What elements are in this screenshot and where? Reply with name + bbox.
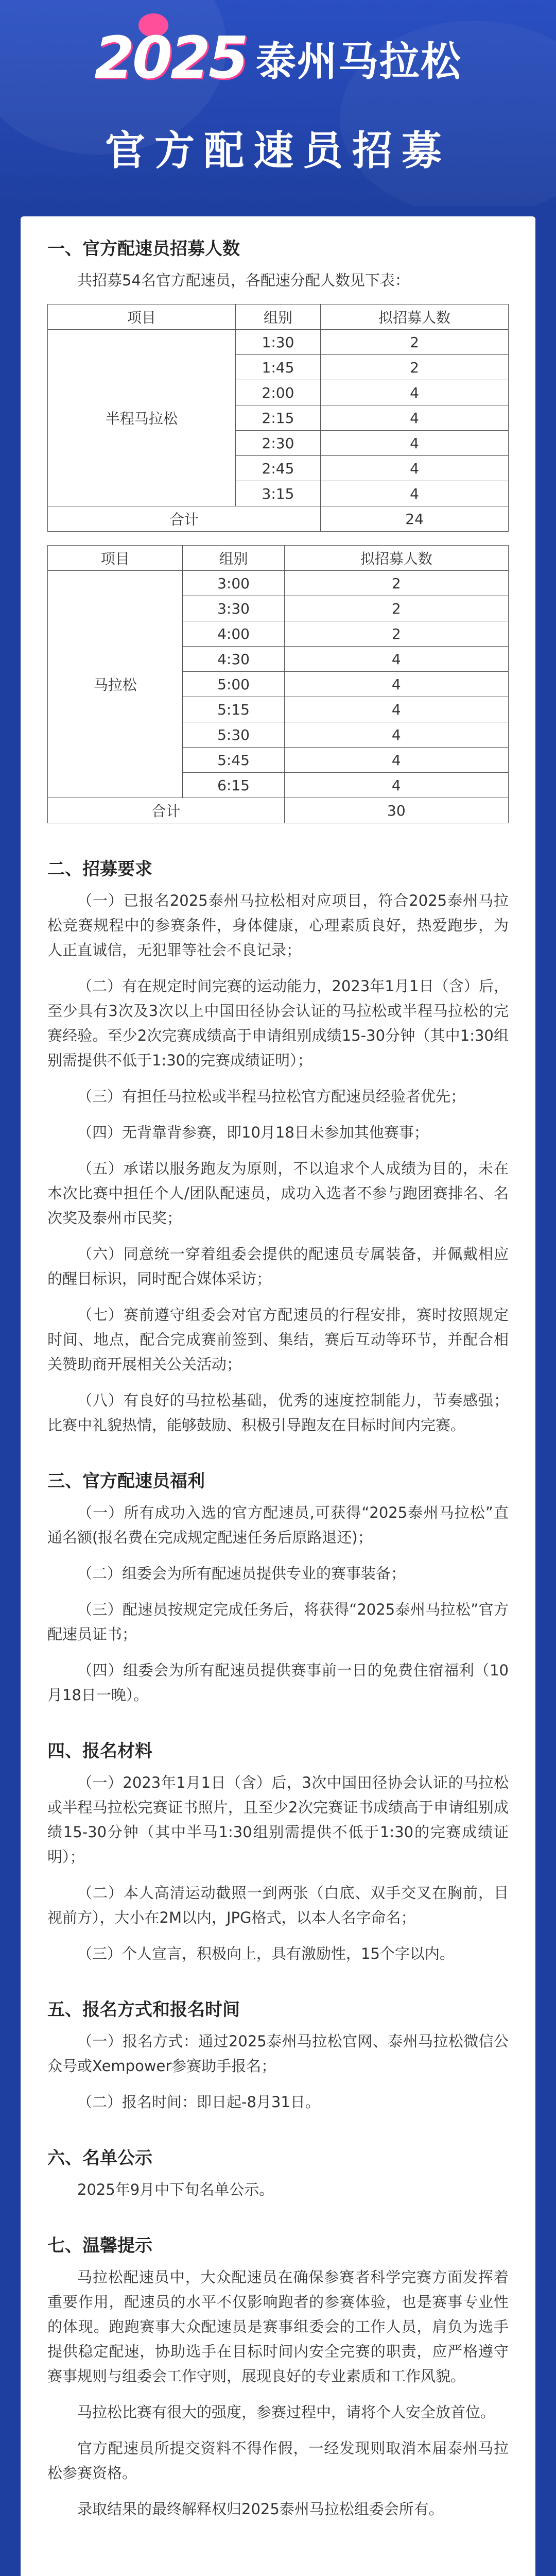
event-logo xyxy=(0,25,556,92)
section-title: 三、官方配速员福利 xyxy=(47,1471,205,1492)
marathon-table xyxy=(47,545,509,823)
count-cell: 2 xyxy=(321,355,509,380)
total-value: 30 xyxy=(284,798,508,823)
count-cell: 4 xyxy=(284,672,508,697)
table-header: 拟招募人数 xyxy=(321,304,509,330)
count-cell: 4 xyxy=(321,405,509,431)
content-card xyxy=(21,216,535,2576)
group-cell: 4:00 xyxy=(183,621,284,647)
table-header: 组别 xyxy=(235,304,320,330)
count-cell: 4 xyxy=(321,481,509,506)
benefit-item: （四）组委会为所有配速员提供赛事前一日的免费住宿福利（10月18日一晚）。 xyxy=(47,1662,509,1704)
tip-item: 录取结果的最终解释权归2025泰州马拉松组委会所有。 xyxy=(77,2500,444,2518)
total-label: 合计 xyxy=(48,506,321,532)
table-row xyxy=(48,330,509,355)
section-title: 五、报名方式和报名时间 xyxy=(47,1999,240,2020)
count-cell: 4 xyxy=(284,773,508,798)
signup-item: （一）报名方式：通过2025泰州马拉松官网、泰州马拉松微信公众号或Xempower参赛助手报名； xyxy=(47,2032,509,2075)
benefit-item: （二）组委会为所有配速员提供专业的赛事装备； xyxy=(77,1565,406,1582)
group-cell: 6:15 xyxy=(183,773,284,798)
project-cell: 马拉松 xyxy=(48,571,183,798)
table-total-row xyxy=(48,798,509,823)
count-cell: 4 xyxy=(284,748,508,773)
requirement-item: （一）已报名2025泰州马拉松相对应项目，符合2025泰州马拉松竞赛规程中的参赛条件，身体健康，心理素质良好，热爱跑步，为人正直诚信，无犯罪等社会不良记录； xyxy=(47,892,509,959)
signup-item: （二）报名时间：即日起-8月31日。 xyxy=(77,2093,320,2111)
group-cell: 3:30 xyxy=(183,596,284,621)
count-cell: 4 xyxy=(321,431,509,456)
project-cell: 半程马拉松 xyxy=(48,330,236,506)
group-cell: 2:30 xyxy=(235,431,320,456)
count-cell: 4 xyxy=(284,647,508,672)
material-item: （一）2023年1月1日（含）后，3次中国田径协会认证的马拉松或半程马拉松完赛证书照片，且至少2次完赛证书成绩高于申请组别成绩15-30分钟（其中半马1:30组别需提供不低于1:30的完赛成绩证明）； xyxy=(47,1774,509,1866)
table-header-row xyxy=(48,304,509,330)
count-cell: 4 xyxy=(284,697,508,722)
requirement-item: （八）有良好的马拉松基础，优秀的速度控制能力，节奏感强；比赛中礼貌热情，能够鼓励、积极引导跑友在目标时间内完赛。 xyxy=(47,1392,509,1434)
count-cell: 2 xyxy=(284,571,508,596)
count-cell: 2 xyxy=(284,621,508,647)
table-header: 拟招募人数 xyxy=(284,546,508,571)
section-title: 七、温馨提示 xyxy=(47,2235,152,2256)
material-item: （二）本人高清运动截照一到两张（白底、双手交叉在胸前，目视前方），大小在2M以内，JPG格式，以本人名字命名； xyxy=(47,1884,509,1926)
requirement-item: （三）有担任马拉松或半程马拉松官方配速员经验者优先； xyxy=(77,1088,466,1105)
benefit-item: （三）配速员按规定完成任务后，将获得“2025泰州马拉松”官方配速员证书； xyxy=(47,1601,509,1643)
requirement-item: （七）赛前遵守组委会对官方配速员的行程安排，赛时按照规定时间、地点，配合完成赛前签到、集结，赛后互动等环节，并配合相关赞助商开展相关公关活动； xyxy=(47,1306,509,1373)
count-cell: 4 xyxy=(321,380,509,405)
count-cell: 2 xyxy=(284,596,508,621)
group-cell: 2:45 xyxy=(235,456,320,481)
group-cell: 5:30 xyxy=(183,722,284,748)
group-cell: 5:45 xyxy=(183,748,284,773)
group-cell: 4:30 xyxy=(183,647,284,672)
table-total-row xyxy=(48,506,509,532)
total-value: 24 xyxy=(321,506,509,532)
requirement-item: （六）同意统一穿着组委会提供的配速员专属装备，并佩戴相应的醒目标识，同时配合媒体采访； xyxy=(47,1245,509,1287)
group-cell: 1:45 xyxy=(235,355,320,380)
table-header: 项目 xyxy=(48,304,236,330)
group-cell: 1:30 xyxy=(235,330,320,355)
tip-item: 官方配速员所提交资料不得作假，一经发现则取消本届泰州马拉松参赛资格。 xyxy=(47,2439,509,2482)
table-header: 项目 xyxy=(48,546,183,571)
count-cell: 4 xyxy=(321,456,509,481)
benefit-item: （一）所有成功入选的官方配速员,可获得“2025泰州马拉松”直通名额(报名费在完成规定配速任务后原路退还)； xyxy=(47,1504,509,1546)
section-title: 六、名单公示 xyxy=(47,2148,152,2168)
group-cell: 3:00 xyxy=(183,571,284,596)
publicity-text: 2025年9月中下旬名单公示。 xyxy=(77,2181,274,2198)
section-title: 二、招募要求 xyxy=(47,859,152,879)
table-header-row xyxy=(48,546,509,571)
material-item: （三）个人宣言，积极向上，具有激励性，15个字以内。 xyxy=(77,1945,455,1962)
table-header: 组别 xyxy=(183,546,284,571)
page-title: 官方配速员招募 xyxy=(105,128,451,174)
table-row xyxy=(48,571,509,596)
tip-item: 马拉松比赛有很大的强度，参赛过程中，请将个人安全放首位。 xyxy=(77,2403,496,2421)
tip-item: 马拉松配速员中，大众配速员在确保参赛者科学完赛方面发挥着重要作用，配速员的水平不仅影响跑者的参赛体验，也是赛事专业性的体现。跑跑赛事大众配速员是赛事组委会的工作人员，肩负为选手提供稳定配速，协助选手在目标时间内安全完赛的职责，应严格遵守赛事规则与组委会工作守则，展现良好的专业素质和工作风貌。 xyxy=(47,2268,509,2385)
count-cell: 4 xyxy=(284,722,508,748)
page-header xyxy=(0,0,556,206)
group-cell: 5:00 xyxy=(183,672,284,697)
section-intro: 共招募54名官方配速员，各配速分配人数见下表： xyxy=(77,272,410,289)
section-title: 一、官方配速员招募人数 xyxy=(47,239,240,259)
total-label: 合计 xyxy=(48,798,285,823)
group-cell: 2:00 xyxy=(235,380,320,405)
group-cell: 5:15 xyxy=(183,697,284,722)
count-cell: 2 xyxy=(321,330,509,355)
half-marathon-table xyxy=(47,304,509,532)
requirement-item: （四）无背靠背参赛，即10月18日未参加其他赛事； xyxy=(77,1124,429,1141)
group-cell: 2:15 xyxy=(235,405,320,431)
section-title: 四、报名材料 xyxy=(47,1741,152,1761)
group-cell: 3:15 xyxy=(235,481,320,506)
requirement-item: （五）承诺以服务跑友为原则，不以追求个人成绩为目的，未在本次比赛中担任个人/团队配速员，成功入选者不参与跑团赛排名、名次奖及泰州市民奖； xyxy=(47,1160,509,1227)
logo-year: 2025 xyxy=(94,25,247,92)
requirement-item: （二）有在规定时间完赛的运动能力，2023年1月1日（含）后，至少具有3次及3次以上中国田径协会认证的马拉松或半程马拉松的完赛经验。至少2次完赛成绩高于申请组别成绩15-30分钟（其中1:30组别需提供不低于1:30的完赛成绩证明）； xyxy=(47,977,509,1069)
logo-title: 泰州马拉松 xyxy=(255,39,462,85)
